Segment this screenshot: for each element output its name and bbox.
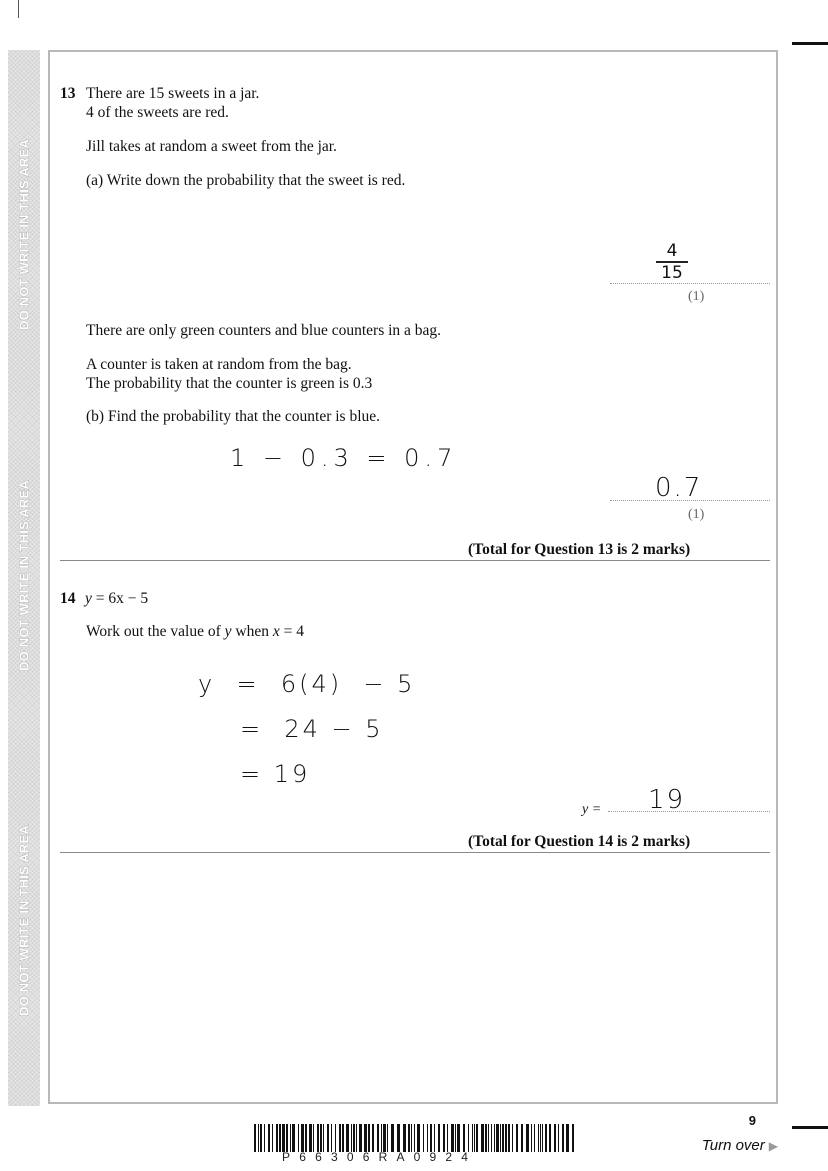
registration-mark-bottom (792, 1126, 828, 1129)
barcode-bar (414, 1124, 415, 1152)
answer-13a-denominator: 15 (661, 262, 683, 283)
barcode-bar (485, 1124, 487, 1152)
barcode-bar (254, 1124, 256, 1152)
barcode-bar (317, 1124, 319, 1152)
barcode-bar (451, 1124, 454, 1152)
barcode-bar (290, 1124, 291, 1152)
working-14-line-1: y = 6(4) − 5 (198, 670, 416, 698)
barcode-bar (411, 1124, 412, 1152)
barcode-bar (356, 1124, 357, 1152)
marks-13b: (1) (688, 507, 705, 522)
question-14-number: 14 (60, 590, 76, 607)
turn-over-text: Turn over (701, 1137, 765, 1154)
crop-mark (0, 0, 19, 18)
barcode-bar (368, 1124, 370, 1152)
answer-14: 19 (648, 785, 686, 815)
question-13-line-2: 4 of the sweets are red. (86, 104, 229, 121)
barcode-bar (346, 1124, 349, 1152)
question-13-part-b: (b) Find the probability that the counter is blue. (86, 408, 381, 425)
barcode-bar (383, 1124, 386, 1152)
barcode-bar (463, 1124, 465, 1152)
equation-variable-y: y (85, 590, 92, 607)
barcode-bar (545, 1124, 547, 1152)
barcode-bar (403, 1124, 406, 1152)
barcode-bar (443, 1124, 445, 1152)
question-13-part-a: (a) Write down the probability that the sweet is red. (86, 172, 406, 189)
barcode-bar (381, 1124, 382, 1152)
barcode-bar (474, 1124, 475, 1152)
barcode-bar (279, 1124, 281, 1152)
barcode-bar (351, 1124, 352, 1152)
question-14-divider (60, 852, 770, 853)
answer-line-14 (608, 811, 770, 812)
barcode-bar (516, 1124, 518, 1152)
barcode-bar (430, 1124, 432, 1152)
barcode-bar (549, 1124, 551, 1152)
answer-line-13a (610, 283, 770, 284)
barcode-bar (397, 1124, 400, 1152)
question-13-line-5: A counter is taken at random from the bag. (86, 356, 352, 373)
page-number: 9 (748, 1113, 756, 1128)
barcode-bar (455, 1124, 456, 1152)
barcode-bar (298, 1124, 299, 1152)
barcode-bar (488, 1124, 489, 1152)
barcode (254, 1124, 576, 1152)
barcode-bar (500, 1124, 501, 1152)
question-13-number: 13 (60, 85, 76, 102)
barcode-bar (387, 1124, 388, 1152)
registration-mark-top (792, 42, 828, 45)
barcode-bar (272, 1124, 273, 1152)
barcode-bar (417, 1124, 420, 1152)
barcode-bar (258, 1124, 259, 1152)
question-14-total: (Total for Question 14 is 2 marks) (468, 833, 691, 850)
barcode-bar (572, 1124, 574, 1152)
barcode-bar (502, 1124, 504, 1152)
question-13-line-1: There are 15 sweets in a jar. (86, 85, 260, 102)
prompt-mid: when (231, 623, 273, 640)
answer-line-13b (610, 500, 770, 501)
play-arrow-icon: ▶ (768, 1139, 778, 1153)
margin-warning-top: DO NOT WRITE IN THIS AREA (16, 139, 32, 330)
barcode-bar (331, 1124, 332, 1152)
working-14-line-2: = 24 − 5 (240, 715, 384, 743)
barcode-bar (260, 1124, 262, 1152)
barcode-bar (372, 1124, 374, 1152)
turn-over-label (702, 1137, 778, 1154)
barcode-bar (434, 1124, 435, 1152)
barcode-bar (292, 1124, 295, 1152)
barcode-text: P66306RA0924 (282, 1150, 478, 1164)
barcode-bar (438, 1124, 440, 1152)
barcode-bar (496, 1124, 499, 1152)
barcode-bar (309, 1124, 312, 1152)
prompt-variable-y: y (224, 623, 232, 640)
question-13-line-6: The probability that the counter is green is 0.3 (86, 375, 373, 392)
barcode-bar (323, 1124, 324, 1152)
marks-13a: (1) (688, 289, 705, 304)
barcode-bar (313, 1124, 314, 1152)
barcode-bar (468, 1124, 469, 1152)
barcode-bar (339, 1124, 341, 1152)
barcode-bar (508, 1124, 510, 1152)
barcode-bar (558, 1124, 559, 1152)
barcode-bar (327, 1124, 329, 1152)
barcode-bar (427, 1124, 428, 1152)
barcode-bar (423, 1124, 424, 1152)
barcode-bar (531, 1124, 532, 1152)
barcode-bar (472, 1124, 473, 1152)
question-13-line-3: Jill takes at random a sweet from the jar. (86, 138, 337, 155)
barcode-bar (447, 1124, 448, 1152)
barcode-bar (301, 1124, 304, 1152)
working-13b: 1 − 0.3 = 0.7 (230, 444, 458, 472)
barcode-bar (512, 1124, 513, 1152)
barcode-bar (566, 1124, 569, 1152)
question-14-equation (85, 589, 148, 608)
barcode-bar (534, 1124, 535, 1152)
barcode-bar (391, 1124, 394, 1152)
margin-warning-middle: DO NOT WRITE IN THIS AREA (16, 480, 32, 671)
barcode-bar (282, 1124, 285, 1152)
prompt-variable-x: x (272, 623, 280, 640)
barcode-bar (264, 1124, 265, 1152)
barcode-bar (276, 1124, 278, 1152)
barcode-bar (342, 1124, 344, 1152)
barcode-bar (538, 1124, 539, 1152)
equation-rest: = 6x − 5 (91, 590, 149, 607)
barcode-bar (286, 1124, 288, 1152)
barcode-bar (562, 1124, 564, 1152)
question-14-prompt (86, 622, 304, 641)
question-13-line-4: There are only green counters and blue counters in a bag. (86, 322, 442, 339)
barcode-bar (540, 1124, 541, 1152)
barcode-bar (476, 1124, 478, 1152)
barcode-bar (364, 1124, 367, 1152)
barcode-bar (526, 1124, 529, 1152)
page-frame (48, 50, 778, 1104)
question-13-divider (60, 560, 770, 561)
barcode-bar (305, 1124, 307, 1152)
barcode-bar (554, 1124, 556, 1152)
barcode-bar (408, 1124, 410, 1152)
margin-warning-bottom: DO NOT WRITE IN THIS AREA (16, 825, 32, 1016)
answer-13b: 0.7 (655, 473, 703, 503)
barcode-bar (268, 1124, 270, 1152)
barcode-bar (491, 1124, 492, 1152)
answer-13a-fraction (656, 242, 688, 282)
prompt-post: = 4 (279, 623, 305, 640)
barcode-bar (494, 1124, 495, 1152)
working-14-line-3: = 19 (240, 760, 311, 788)
barcode-bar (335, 1124, 336, 1152)
barcode-bar (481, 1124, 484, 1152)
answer-14-label: y = (582, 802, 602, 817)
barcode-bar (359, 1124, 362, 1152)
barcode-bar (377, 1124, 379, 1152)
prompt-pre: Work out the value of (86, 623, 225, 640)
barcode-bar (353, 1124, 355, 1152)
barcode-bar (457, 1124, 460, 1152)
barcode-bar (521, 1124, 523, 1152)
barcode-bar (320, 1124, 322, 1152)
barcode-bar (505, 1124, 507, 1152)
answer-13a-numerator: 4 (666, 241, 678, 261)
barcode-bar (542, 1124, 543, 1152)
question-13-total: (Total for Question 13 is 2 marks) (468, 541, 691, 558)
